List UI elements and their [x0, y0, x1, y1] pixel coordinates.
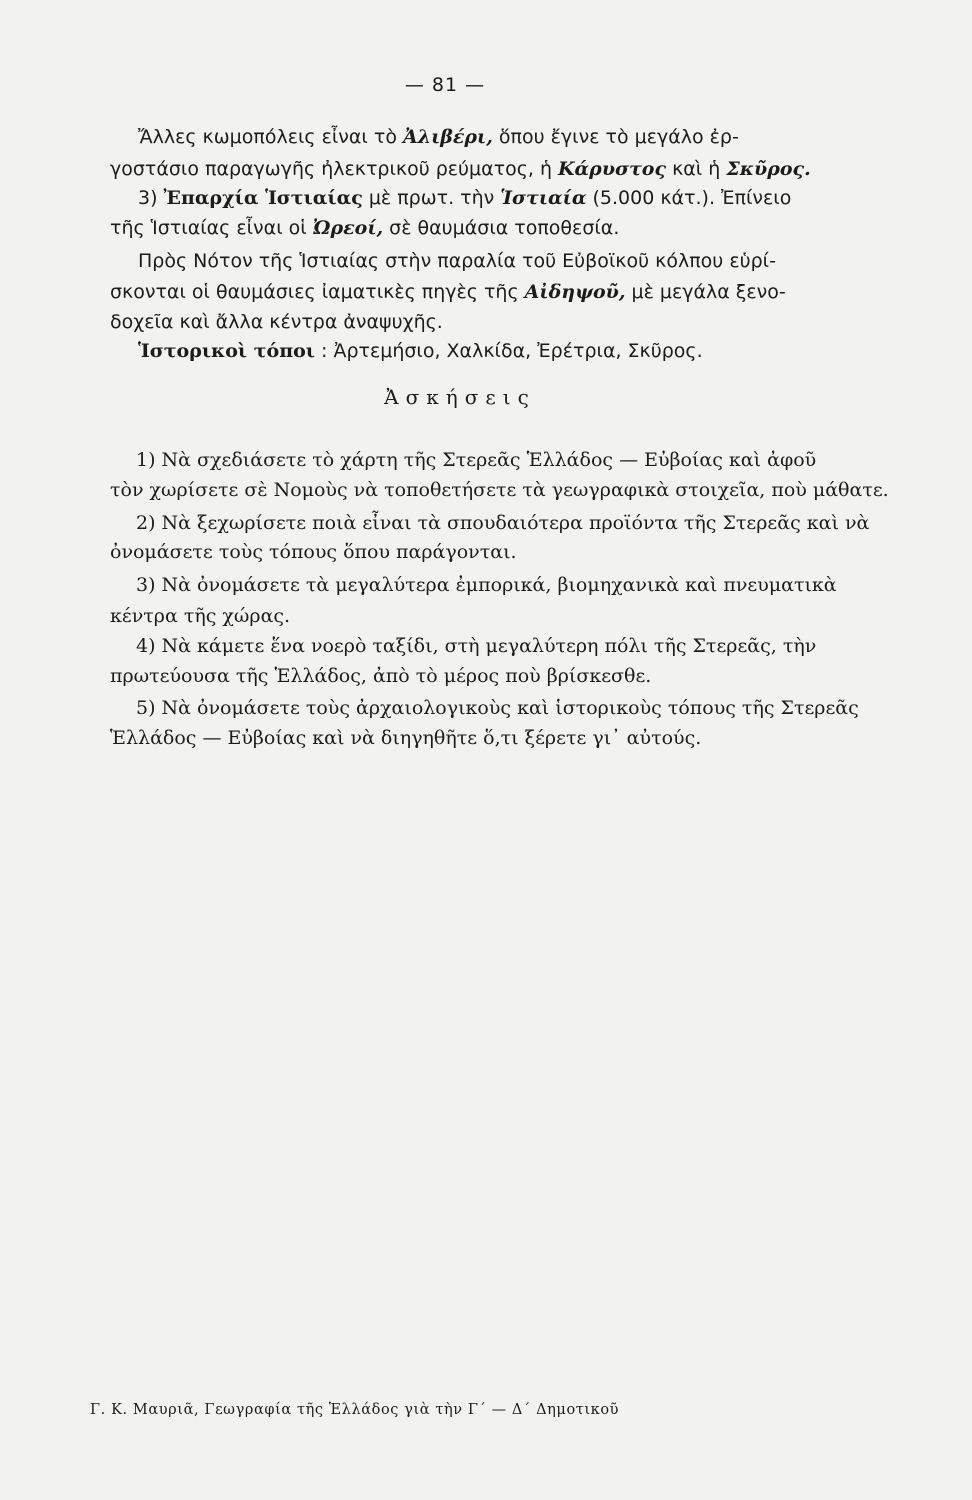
- exercise-line: πρωτεύουσα τῆς Ἑλλάδος, ἀπὸ τὸ μέρος ποὺ βρίσκεσθε.: [110, 665, 652, 687]
- exercise-line: ὀνομάσετε τοὺς τόπους ὅπου παράγονται.: [110, 541, 517, 563]
- footer-citation: Γ. Κ. Μαυριᾶ, Γεωγραφία τῆς Ἑλλάδος γιὰ τὴν Γ΄ — Δ΄ Δημοτικοῦ: [90, 1402, 620, 1418]
- text-line: σκονται οἱ θαυμάσιες ἰαματικὲς πηγὲς τῆς Αἰδηψοῦ, μὲ μεγάλα ξενο-: [110, 281, 786, 303]
- text-line: γοστάσιο παραγωγῆς ἠλεκτρικοῦ ρεύματος, ἡ Κάρυστος καὶ ἡ Σκῦρος.: [110, 158, 811, 180]
- text-line: Πρὸς Νότον τῆς Ἱστιαίας στὴν παραλία τοῦ Εὐβοϊκοῦ κόλπου εὑρί-: [138, 250, 776, 272]
- exercises-heading: Ἀσκήσεις: [384, 385, 536, 409]
- text-line: Ἱστορικοὶ τόποι : Ἀρτεμήσιο, Χαλκίδα, Ἐρέτρια, Σκῦρος.: [138, 340, 703, 362]
- exercise-line: τὸν χωρίσετε σὲ Νομοὺς νὰ τοποθετήσετε τὰ γεωγραφικὰ στοιχεῖα, ποὺ μάθατε.: [110, 479, 889, 501]
- exercise-line: 4) Νὰ κάμετε ἕνα νοερὸ ταξίδι, στὴ μεγαλύτερη πόλι τῆς Στερεᾶς, τὴν: [136, 635, 817, 657]
- exercise-line: 2) Νὰ ξεχωρίσετε ποιὰ εἶναι τὰ σπουδαιότερα προϊόντα τῆς Στερεᾶς καὶ νὰ: [136, 512, 870, 534]
- exercise-line: κέντρα τῆς χώρας.: [110, 605, 291, 627]
- text-line: τῆς Ἱστιαίας εἶναι οἱ Ὠρεοί, σὲ θαυμάσια τοποθεσία.: [110, 217, 620, 239]
- text-line: Ἄλλες κωμοπόλεις εἶναι τὸ Ἀλιβέρι, ὅπου ἔγινε τὸ μεγάλο ἐρ-: [138, 126, 739, 148]
- text-line: 3) Ἐπαρχία Ἱστιαίας μὲ πρωτ. τὴν Ἱστιαία (5.000 κάτ.). Ἐπίνειο: [138, 187, 792, 209]
- exercise-line: Ἑλλάδος — Εὐβοίας καὶ νὰ διηγηθῆτε ὅ,τι ξέρετε γι᾽ αὐτούς.: [110, 727, 702, 749]
- page-number: — 81 —: [404, 74, 486, 96]
- exercise-line: 3) Νὰ ὀνομάσετε τὰ μεγαλύτερα ἐμπορικά, βιομηχανικὰ καὶ πνευματικὰ: [136, 574, 837, 596]
- text-line: δοχεῖα καὶ ἄλλα κέντρα ἀναψυχῆς.: [110, 311, 443, 333]
- exercise-line: 1) Νὰ σχεδιάσετε τὸ χάρτη τῆς Στερεᾶς Ἑλλάδος — Εὐβοίας καὶ ἀφοῦ: [136, 449, 817, 471]
- exercise-line: 5) Νὰ ὀνομάσετε τοὺς ἀρχαιολογικοὺς καὶ ἱστορικοὺς τόπους τῆς Στερεᾶς: [136, 697, 859, 719]
